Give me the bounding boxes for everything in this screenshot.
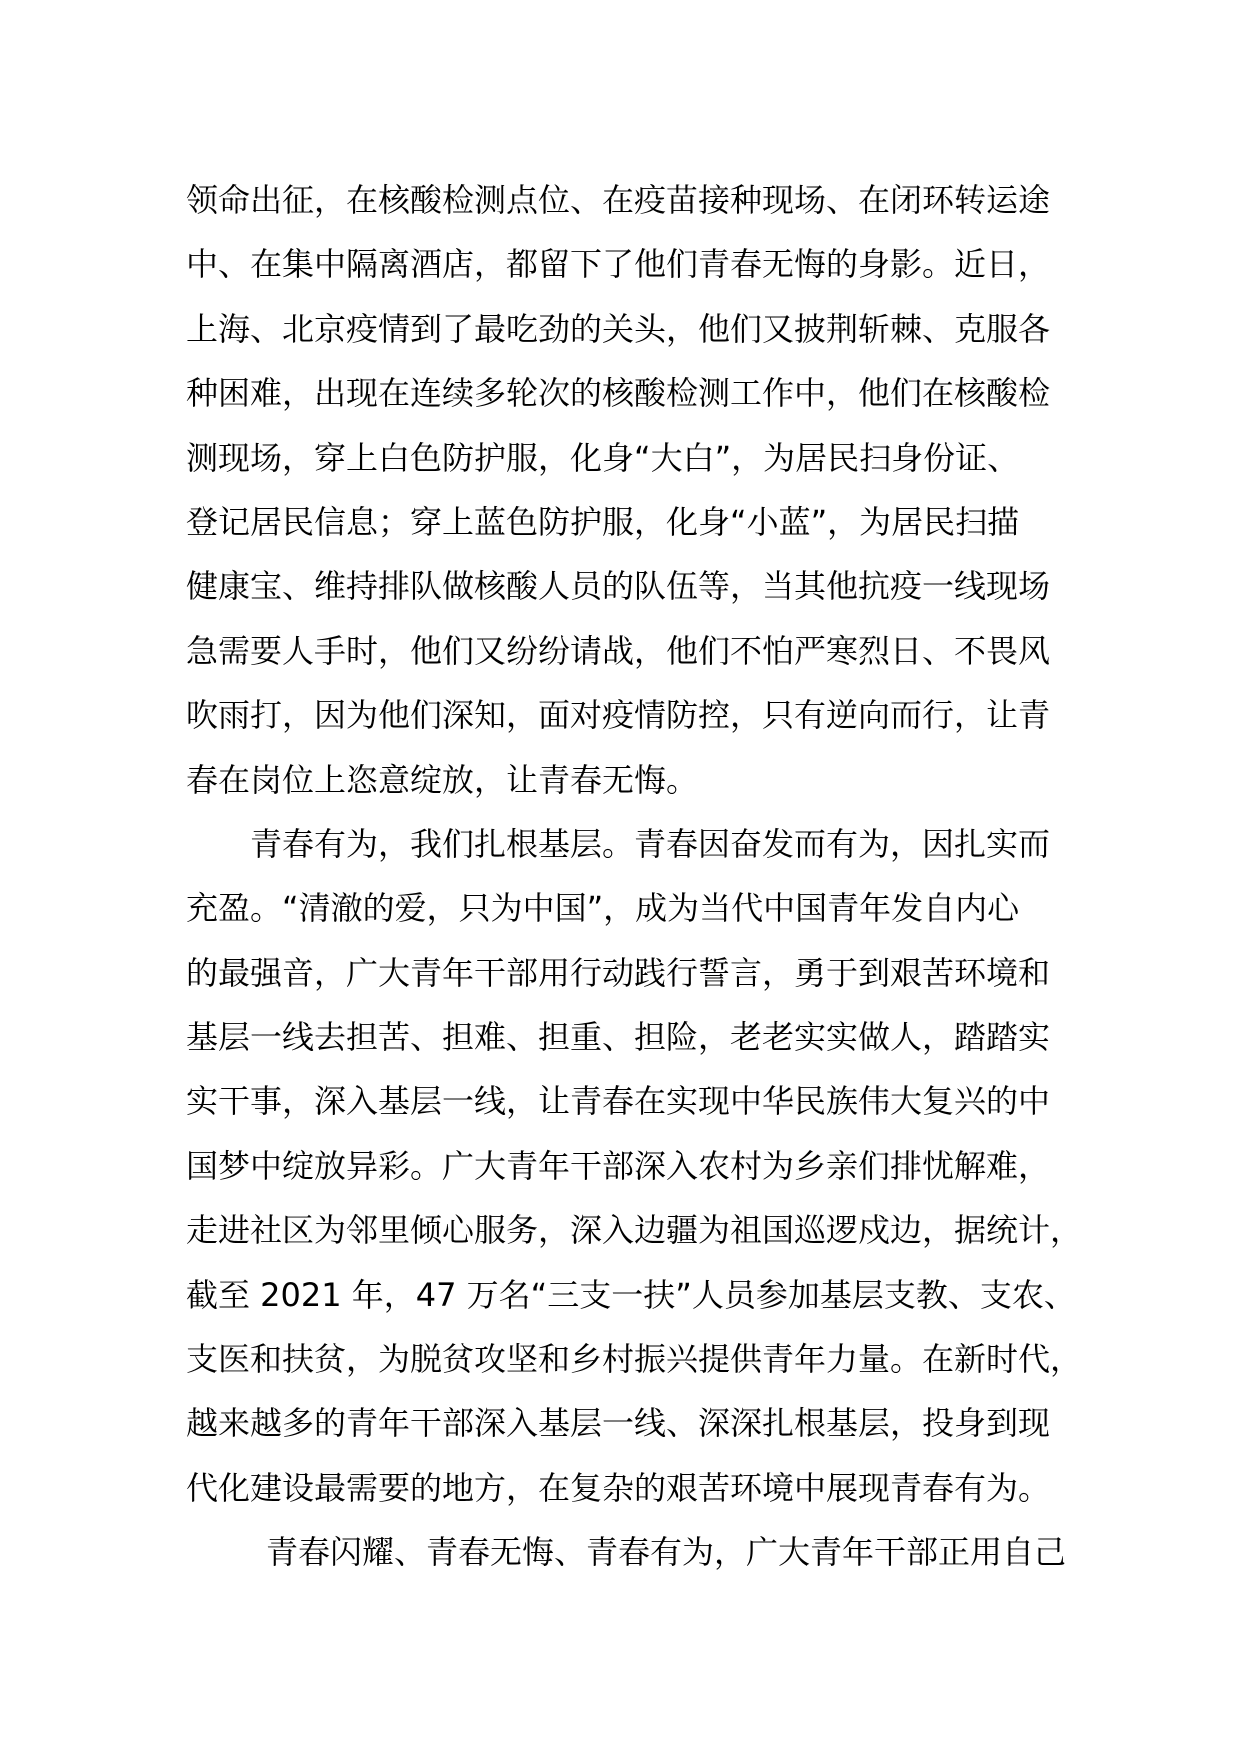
text-line: 实干事，深入基层一线，让青春在实现中华民族伟大复兴的中	[186, 1082, 1051, 1121]
text-line: 上海、北京疫情到了最吃劲的关头，他们又披荆斩棘、克服各	[186, 309, 1051, 348]
text-line: 领命出征，在核酸检测点位、在疫苗接种现场、在闭环转运途	[186, 181, 1051, 219]
text-line: 截至 2021 年，47 万名“三支一扶”人员参加基层支教、支农、	[186, 1275, 1076, 1314]
text-line: 充盈。“清澈的爱，只为中国”，成为当代中国青年发自内心	[186, 889, 1020, 928]
paragraph-first-line: 青春有为，我们扎根基层。青春因奋发而有为，因扎实而	[250, 824, 1051, 863]
text-line: 测现场，穿上白色防护服，化身“大白”，为居民扫身份证、	[186, 438, 1020, 477]
text-line: 走进社区为邻里倾心服务，深入边疆为祖国巡逻戍边，据统计，	[186, 1211, 1083, 1250]
text-line: 种困难，出现在连续多轮次的核酸检测工作中，他们在核酸检	[186, 374, 1051, 413]
text-line: 急需要人手时，他们又纷纷请战，他们不怕严寒烈日、不畏风	[186, 631, 1051, 670]
text-line: 基层一线去担苦、担难、担重、担险，老老实实做人，踏踏实	[186, 1018, 1051, 1057]
text-line: 国梦中绽放异彩。广大青年干部深入农村为乡亲们排忧解难，	[186, 1146, 1051, 1185]
text-line: 登记居民信息；穿上蓝色防护服，化身“小蓝”，为居民扫描	[186, 502, 1020, 541]
text-line: 的最强音，广大青年干部用行动践行誓言，勇于到艰苦环境和	[186, 953, 1051, 992]
text-line: 中、在集中隔离酒店，都留下了他们青春无悔的身影。近日，	[186, 245, 1051, 284]
text-line: 越来越多的青年干部深入基层一线、深深扎根基层，投身到现	[186, 1404, 1051, 1443]
text-line: 代化建设最需要的地方，在复杂的艰苦环境中展现青春有为。	[186, 1468, 1051, 1507]
text-line: 春在岗位上恣意绽放，让青春无悔。	[186, 760, 699, 799]
text-line: 健康宝、维持排队做核酸人员的队伍等，当其他抗疫一线现场	[186, 567, 1051, 606]
paragraph-first-line: 青春闪耀、青春无悔、青春有为，广大青年干部正用自己	[266, 1533, 1067, 1572]
body-text	[186, 168, 1086, 1585]
text-line: 支医和扶贫，为脱贫攻坚和乡村振兴提供青年力量。在新时代，	[186, 1340, 1083, 1379]
text-line: 吹雨打，因为他们深知，面对疫情防控，只有逆向而行，让青	[186, 696, 1051, 735]
